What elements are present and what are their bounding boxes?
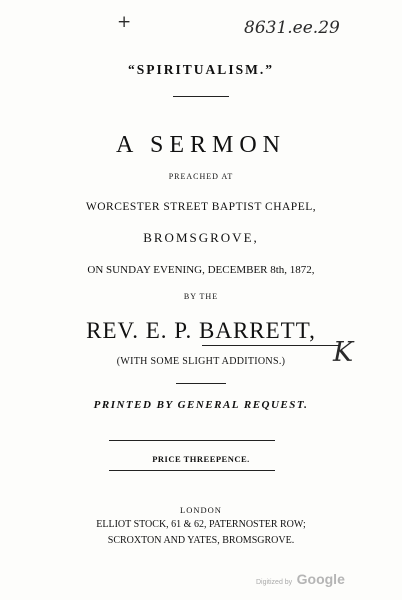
printed-line: PRINTED BY GENERAL REQUEST. — [93, 399, 309, 411]
google-watermark — [256, 571, 345, 589]
handwritten-cross: + — [117, 12, 132, 32]
watermark-prefix: Digitized by — [256, 579, 293, 586]
by-line: BY THE — [183, 292, 219, 301]
price-line: PRICE THREEPENCE. — [152, 454, 250, 464]
google-logo: Google — [296, 571, 345, 587]
imprint-printer: SCROXTON AND YATES, BROMSGROVE. — [107, 535, 295, 546]
additions-line: (WITH SOME SLIGHT ADDITIONS.) — [116, 356, 286, 367]
title-rule — [173, 96, 229, 97]
date-line: ON SUNDAY EVENING, DECEMBER 8th, 1872, — [87, 264, 315, 276]
author-underline — [202, 345, 340, 346]
imprint-city: LONDON — [180, 505, 222, 515]
chapel-line: WORCESTER STREET BAPTIST CHAPEL, — [85, 201, 317, 213]
price-rule-bottom — [109, 470, 275, 471]
section-rule — [176, 383, 226, 384]
imprint-publisher: ELLIOT STOCK, 61 & 62, PATERNOSTER ROW; — [96, 519, 306, 530]
handwritten-shelfmark: 8631.ee.29 — [244, 18, 340, 38]
town-line: BROMSGROVE, — [143, 230, 259, 245]
author-name: REV. E. P. BARRETT, — [86, 318, 316, 343]
main-title: A SERMON — [115, 132, 287, 158]
quote-title: “SPIRITUALISM.” — [128, 62, 274, 77]
preached-line: PREACHED AT — [168, 172, 234, 181]
handwritten-initial: K — [333, 337, 354, 368]
price-rule-top — [109, 440, 275, 441]
